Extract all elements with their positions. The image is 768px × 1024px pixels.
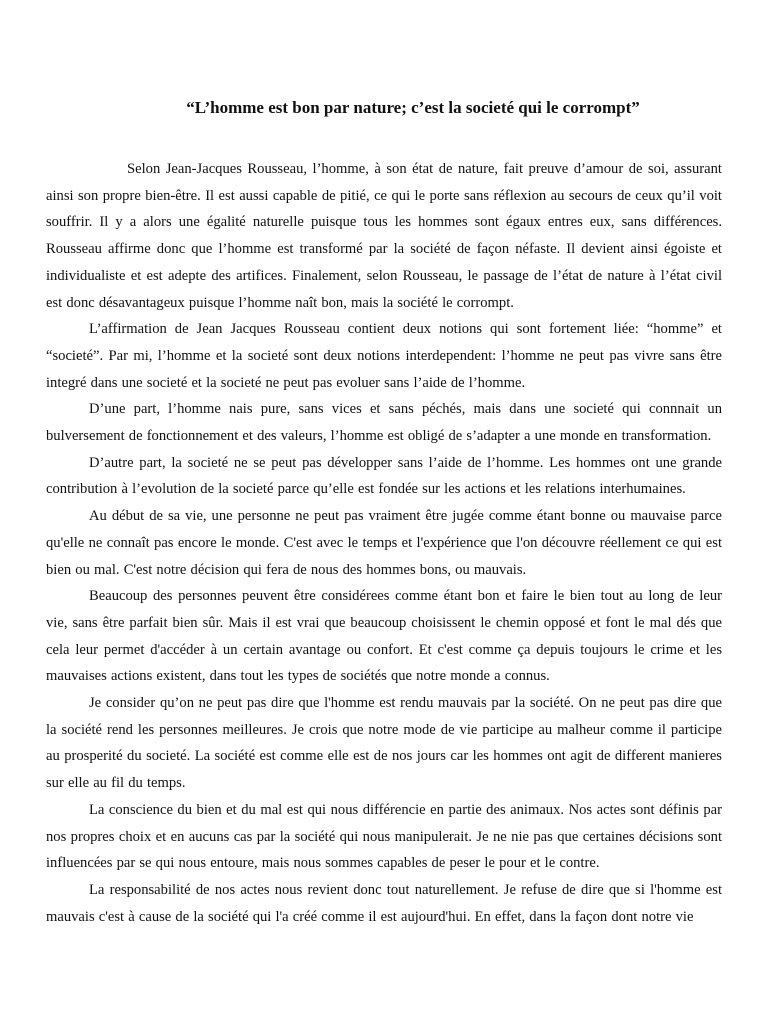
paragraph-8: La conscience du bien et du mal est qui nous différencie en partie des animaux. Nos actes sont définis par nos propres choix et en aucuns cas par la société qui nous manipulerait. Je ne nie pas que certaines décisions sont influencées par se qui nous entoure, mais nous sommes capables de peser le pour et le contre. [46, 801, 722, 872]
paragraph-3: D’une part, l’homme nais pure, sans vices et sans péchés, mais dans une societé qui connnait un bulversement de fonctionnement et des valeurs, l’homme est obligé de s’adapter a une monde en transformation. [46, 401, 722, 445]
paragraph-6: Beaucoup des personnes peuvent être considérees comme étant bon et faire le bien tout au long de leur vie, sans être parfait bien sûr. Mais il est vrai que beaucoup choisissent le chemin opposé et font le mal dés que cela leur permet d'accéder à un certain avantage ou confort. Et c'est comme ça depuis toujours le crime et les mauvaises actions existent, dans tout les types de sociétés que notre monde a connus. [46, 588, 722, 685]
document-title: “L’homme est bon par nature; c’est la societé qui le corrompt” [186, 98, 640, 117]
document-body [46, 156, 722, 930]
paragraph-9: La responsabilité de nos actes nous revient donc tout naturellement. Je refuse de dire que si l'homme est mauvais c'est à cause de la société qui l'a créé comme il est aujourd'hui. En effet, dans la façon dont notre vie [46, 881, 722, 925]
paragraph-4: D’autre part, la societé ne se peut pas développer sans l’aide de l’homme. Les hommes ont une grande contribution à l’evolution de la societé parce qu’elle est fondée sur les actions et les relations interhumaines. [46, 454, 722, 498]
paragraph-7: Je consider qu’on ne peut pas dire que l'homme est rendu mauvais par la société. On ne peut pas dire que la société rend les personnes meilleures. Je crois que notre mode de vie participe au malheur comme il participe au prosperité du societé. La société est comme elle est de nos jours car les hommes ont agit de different manieres sur elle au fil du temps. [46, 695, 722, 792]
document-page [46, 98, 722, 930]
paragraph-2: L’affirmation de Jean Jacques Rousseau contient deux notions qui sont fortement liée: “homme” et “societé”. Par mi, l’homme et la societé sont deux notions interdependent: l’homme ne peut pas vivre sans être integré dans une societé et la societé ne peut pas evoluer sans l’aide de l’homme. [46, 321, 722, 391]
paragraph-5: Au début de sa vie, une personne ne peut pas vraiment être jugée comme étant bonne ou mauvaise parce qu'elle ne connaît pas encore le monde. C'est avec le temps et l'expérience que l'on découvre réellement ce qui est bien ou mal. C'est notre décision qui fera de nous des hommes bons, ou mauvais. [46, 508, 722, 578]
paragraph-1: Selon Jean-Jacques Rousseau, l’homme, à son état de nature, fait preuve d’amour de soi, assurant ainsi son propre bien-être. Il est aussi capable de pitié, ce qui le porte sans réflexion au secours de ceux qu’il voit souffrir. Il y a alors une égalité naturelle puisque tous les hommes sont égaux entres eux, sans différences. Rousseau affirme donc que l’homme est transformé par la société de façon néfaste. Il devient ainsi égoiste et individualiste et est adepte des artifices. Finalement, selon Rousseau, le passage de l’état de nature à l’état civil est donc désavantageux puisque l’homme naît bon, mais la société le corrompt. [46, 161, 722, 311]
